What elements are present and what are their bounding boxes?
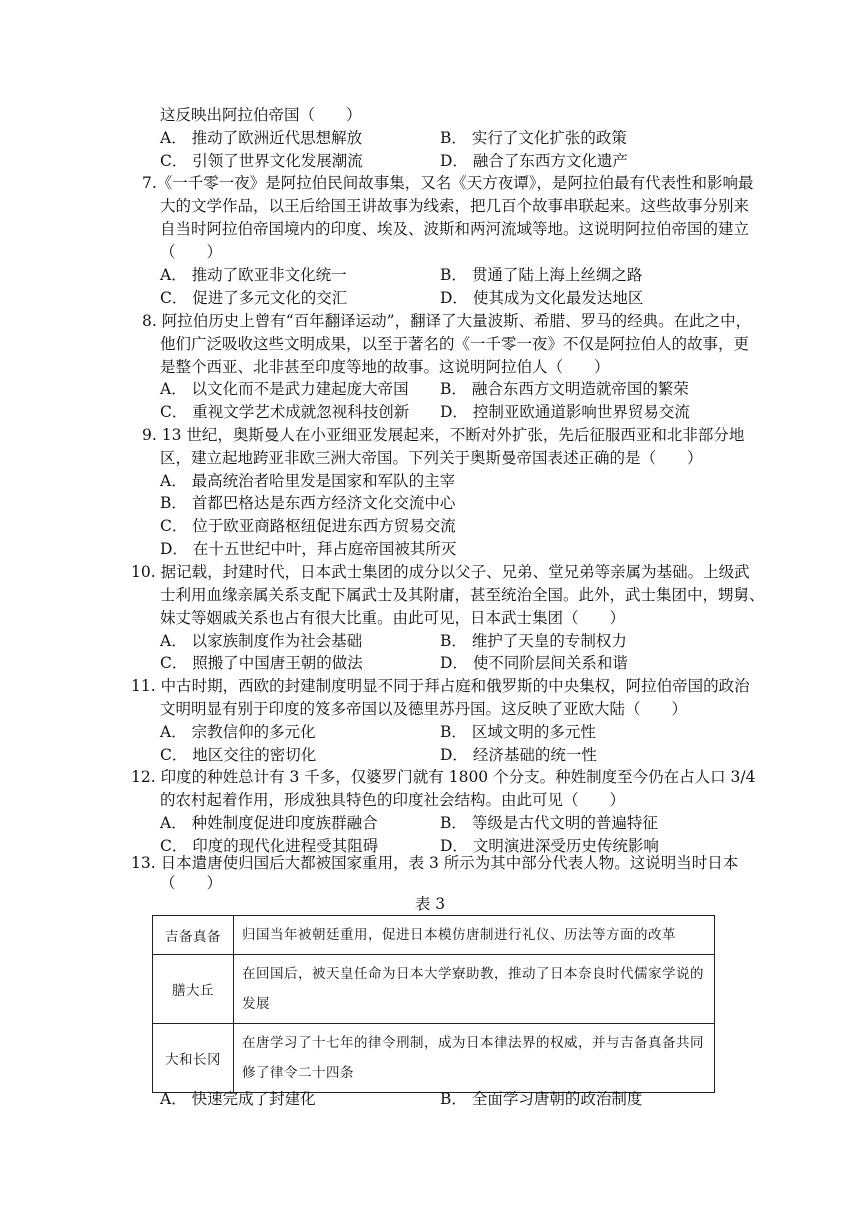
- q10-option-d: D． 使不同阶层间关系和谐: [440, 654, 628, 672]
- q8-stem-1: 8. 阿拉伯历史上曾有“百年翻译运动”，翻译了大量波斯、希腊、罗马的经典。在此之中，: [142, 312, 752, 330]
- q9-option-d: D． 在十五世纪中叶，拜占庭帝国被其所灭: [160, 540, 457, 558]
- q7-stem-1: 7.《一千零一夜》是阿拉伯民间故事集，又名《天方夜谭》，是阿拉伯最有代表性和影响最: [142, 174, 754, 192]
- q8-option-c: C． 重视文学艺术成就忽视科技创新: [160, 403, 410, 421]
- q12-stem-2: 的农村起着作用，形成独具特色的印度社会结构。由此可见（ ）: [160, 791, 626, 809]
- q13-option-a: A． 快速完成了封建化: [160, 1090, 316, 1108]
- q6-option-a: A． 推动了欧洲近代思想解放: [160, 129, 363, 147]
- table-cell-name: 大和长冈: [153, 1024, 234, 1093]
- q8-option-b: B． 融合东西方文明造就帝国的繁荣: [440, 380, 689, 398]
- table-cell-name: 膳大丘: [153, 955, 234, 1024]
- q11-option-c: C． 地区交往的密切化: [160, 746, 317, 764]
- q7-option-b: B． 贯通了陆上海上丝绸之路: [440, 266, 643, 284]
- q7-stem-4: （ ）: [160, 243, 223, 261]
- q13-stem-2: （ ）: [160, 874, 223, 892]
- table-cell-desc: 归国当年被朝廷重用，促进日本模仿唐制进行礼仪、历法等方面的改革: [234, 916, 715, 955]
- q10-stem-2: 士利用血缘亲属关系支配下属武士及其附庸，甚至统治全国。此外，武士集团中，甥舅、: [160, 586, 765, 604]
- q13-stem-1: 13. 日本遣唐使归国后大都被国家重用，表 3 所示为其中部分代表人物。这说明当时日本: [131, 854, 739, 872]
- table-cell-desc: 在回国后，被天皇任命为日本大学寮助教，推动了日本奈良时代儒家学说的发展: [234, 955, 715, 1024]
- q9-stem-2: 区，建立起地跨亚非欧三洲大帝国。下列关于奥斯曼帝国表述正确的是（ ）: [160, 449, 703, 467]
- table-cell-name: 吉备真备: [153, 916, 234, 955]
- q8-option-d: D． 控制亚欧通道影响世界贸易交流: [440, 403, 690, 421]
- q10-option-c: C． 照搬了中国唐王朝的做法: [160, 654, 363, 672]
- q12-option-c: C． 印度的现代化进程受其阻碍: [160, 837, 379, 855]
- table-row: [153, 916, 715, 955]
- q6-option-b: B． 实行了文化扩张的政策: [440, 129, 627, 147]
- table-caption: 表 3: [414, 895, 446, 913]
- q11-stem-2: 文明明显有别于印度的笈多帝国以及德里苏丹国。这反映了亚欧大陆（ ）: [160, 700, 688, 718]
- table-row: [153, 955, 715, 1024]
- q11-option-a: A． 宗教信仰的多元化: [160, 723, 316, 741]
- q7-option-d: D． 使其成为文化最发达地区: [440, 289, 644, 307]
- q7-stem-3: 自当时阿拉伯帝国境内的印度、埃及、波斯和两河流域等地。这说明阿拉伯帝国的建立: [160, 220, 750, 238]
- q10-stem-1: 10. 据记载，封建时代，日本武士集团的成分以父子、兄弟、堂兄弟等亲属为基础。上级武: [131, 563, 750, 581]
- q9-option-c: C． 位于欧亚商路枢纽促进东西方贸易交流: [160, 517, 456, 535]
- table-row: [153, 1024, 715, 1093]
- q10-option-b: B． 维护了天皇的专制权力: [440, 632, 627, 650]
- q9-stem-1: 9. 13 世纪，奥斯曼人在小亚细亚发展起来，不断对外扩张，先后征服西亚和北非部分地: [142, 426, 745, 444]
- q12-option-b: B． 等级是古代文明的普遍特征: [440, 814, 658, 832]
- q6-option-d: D． 融合了东西方文化遗产: [440, 152, 628, 170]
- q11-option-b: B． 区域文明的多元性: [440, 723, 596, 741]
- q7-stem-2: 大的文学作品，以王后给国王讲故事为线索，把几百个故事串联起来。这些故事分别来: [160, 197, 750, 215]
- q7-option-c: C． 促进了多元文化的交汇: [160, 289, 348, 307]
- q11-option-d: D． 经济基础的统一性: [440, 746, 597, 764]
- q9-option-a: A． 最高统治者哈里发是国家和军队的主宰: [160, 472, 456, 490]
- q10-option-a: A． 以家族制度作为社会基础: [160, 632, 363, 650]
- q6-stem-end: 这反映出阿拉伯帝国（ ）: [160, 106, 362, 124]
- q8-option-a: A． 以文化而不是武力建起庞大帝国: [160, 380, 409, 398]
- table-cell-desc: 在唐学习了十七年的律令刑制，成为日本律法界的权威，并与吉备真备共同修了律令二十四条: [234, 1024, 715, 1093]
- q12-option-d: D． 文明演进深受历史传统影响: [440, 837, 659, 855]
- q8-stem-3: 是整个西亚、北非甚至印度等地的故事。这说明阿拉伯人（ ）: [160, 358, 610, 376]
- q12-stem-1: 12. 印度的种姓总计有 3 千多，仅婆罗门就有 1800 个分支。种姓制度至今仍在占人口 3/4: [131, 768, 756, 786]
- q11-stem-1: 11. 中古时期，西欧的封建制度明显不同于拜占庭和俄罗斯的中央集权，阿拉伯帝国的政治: [131, 677, 750, 695]
- q6-option-c: C． 引领了世界文化发展潮流: [160, 152, 363, 170]
- table-3: [152, 915, 715, 1093]
- q10-stem-3: 妹丈等姻戚关系也占有很大比重。由此可见，日本武士集团（ ）: [160, 609, 626, 627]
- q13-option-b: B． 全面学习唐朝的政治制度: [440, 1090, 643, 1108]
- q7-option-a: A． 推动了欧亚非文化统一: [160, 266, 347, 284]
- q9-option-b: B． 首都巴格达是东西方经济文化交流中心: [160, 494, 456, 512]
- q8-stem-2: 他们广泛吸收这些文明成果，以至于著名的《一千零一夜》不仅是阿拉伯人的故事，更: [160, 335, 750, 353]
- q12-option-a: A． 种姓制度促进印度族群融合: [160, 814, 378, 832]
